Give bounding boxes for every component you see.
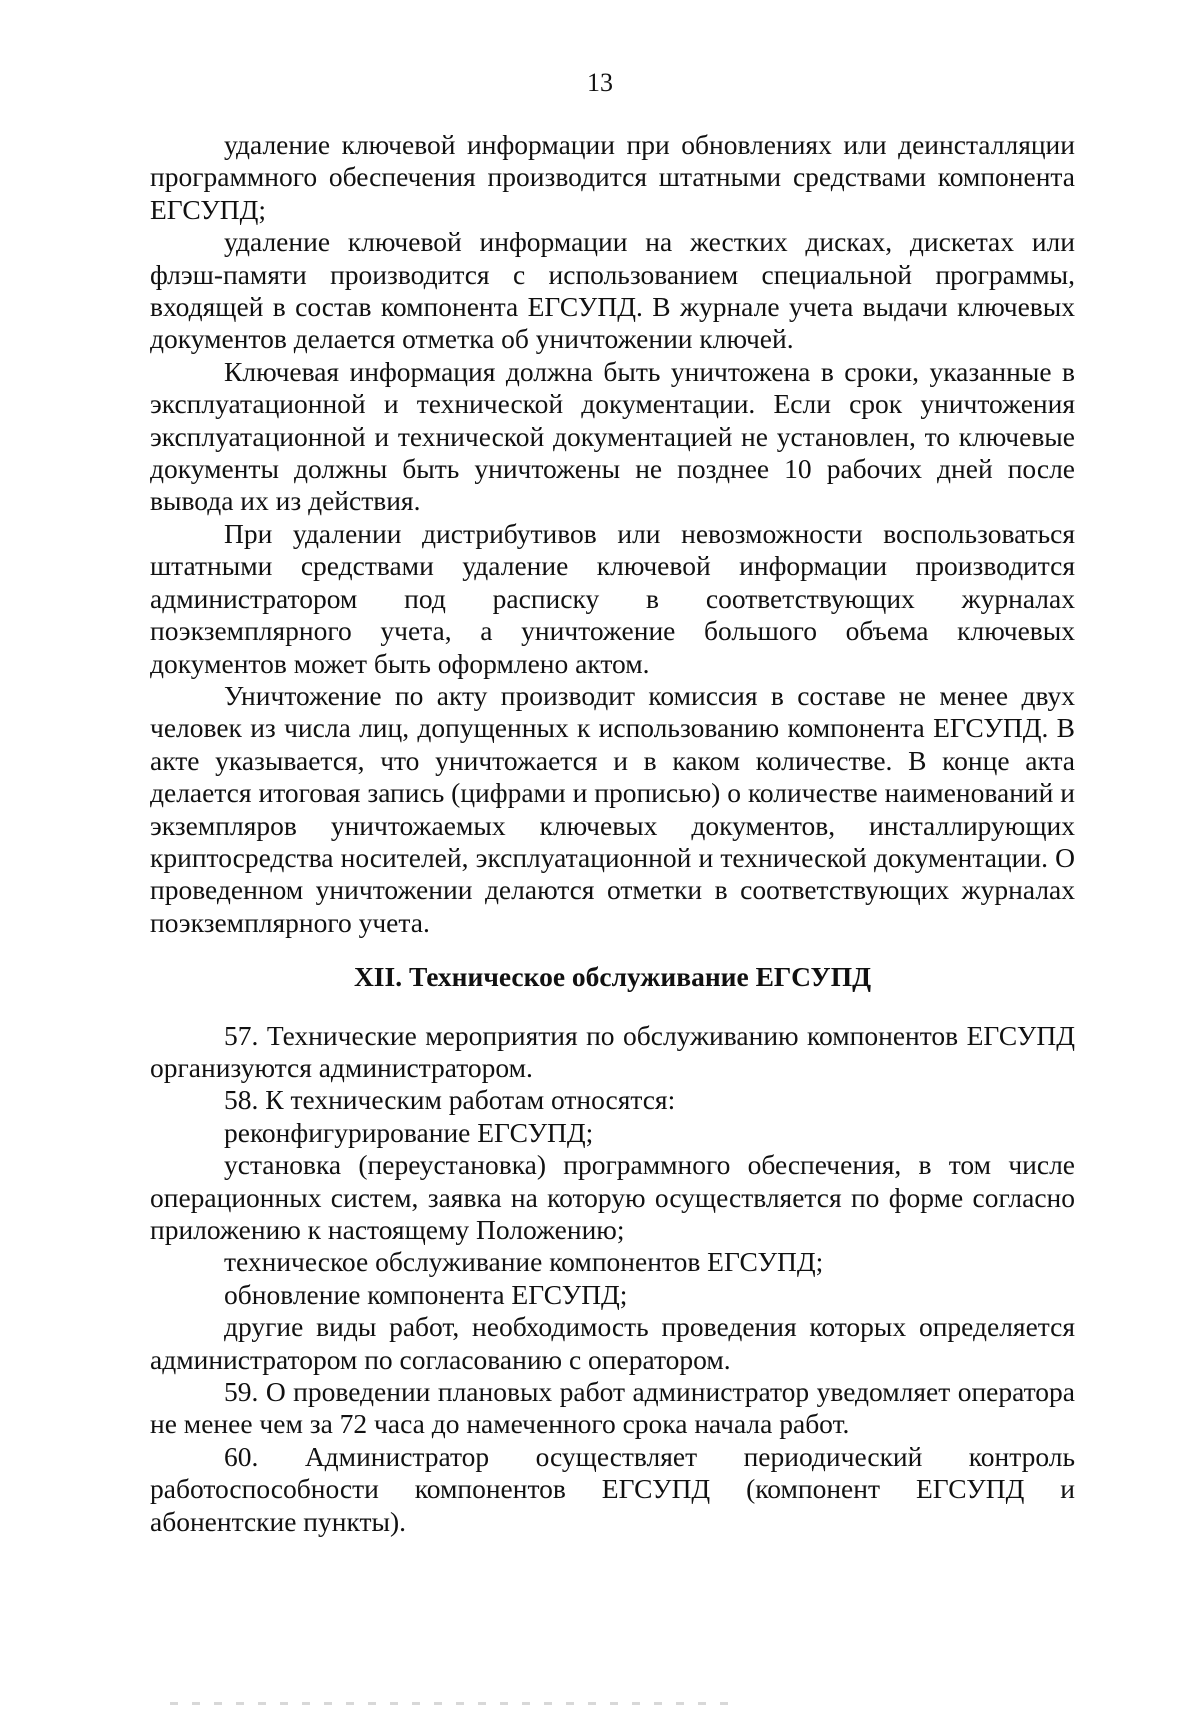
section-heading: XII. Техническое обслуживание ЕГСУПД [353,961,872,993]
list-item-maintenance: техническое обслуживание компонентов ЕГСУПД; [224,1246,824,1278]
scan-artifact-divider [170,1702,730,1705]
list-item-software-install: установка (переустановка) программного обеспечения, в том числе операционных систем, заявка на которую осуществляется по форме согласно приложению к настоящему Положению; [150,1149,1075,1245]
list-item-reconfiguration: реконфигурирование ЕГСУПД; [224,1116,594,1148]
paragraph-key-removal-update: удаление ключевой информации при обновлениях или деинсталляции программного обеспечения производится штатными средствами компонента ЕГСУПД; [150,129,1075,225]
paragraph-key-removal-media: удаление ключевой информации на жестких дисках, дискетах или флэш-памяти производится с использованием специальной программы, входящей в состав компонента ЕГСУПД. В журнале учета выдачи ключевых документов делается отметка об уничтожении ключей. [150,226,1075,355]
list-item-update: обновление компонента ЕГСУПД; [224,1278,628,1310]
paragraph-57: 57. Технические мероприятия по обслуживанию компонентов ЕГСУПД организуются администратором. [150,1019,1075,1083]
paragraph-key-destruction-terms: Ключевая информация должна быть уничтожена в сроки, указанные в эксплуатационной и технической документации. Если срок уничтожения эксплуатационной и технической документацией не установлен, то ключевые документы должны быть уничтожены не позднее 10 рабочих дней после вывода их из действия. [150,355,1075,517]
paragraph-distribution-removal: При удалении дистрибутивов или невозможности воспользоваться штатными средствами удаление ключевой информации производится администратором под расписку в соответствующих журналах поэкземплярного учета, а уничтожение большого объема ключевых документов может быть оформлено актом. [150,517,1075,679]
document-body [150,129,1075,1538]
paragraph-58: 58. К техническим работам относятся: [224,1084,676,1116]
paragraph-60: 60. Администратор осуществляет периодический контроль работоспособности компонентов ЕГСУПД (компонент ЕГСУПД и абонентские пункты). [150,1440,1075,1537]
paragraph-59: 59. О проведении плановых работ администратор уведомляет оператора не менее чем за 72 часа до намеченного срока начала работ. [150,1376,1075,1440]
paragraph-destruction-act: Уничтожение по акту производит комиссия в составе не менее двух человек из числа лиц, допущенных к использованию компонента ЕГСУПД. В акте указывается, что уничтожается и в каком количестве. В конце акта делается итоговая запись (цифрами и прописью) о количестве наименований и экземпляров уничтожаемых ключевых документов, инсталлирующих криптосредства носителей, эксплуатационной и технической документации. О проведенном уничтожении делаются отметки в соответствующих журналах поэкземплярного учета. [150,679,1075,938]
page-number: 13 [587,68,613,97]
list-item-other-works: другие виды работ, необходимость проведения которых определяется администратором по согласованию с оператором. [150,1311,1075,1375]
